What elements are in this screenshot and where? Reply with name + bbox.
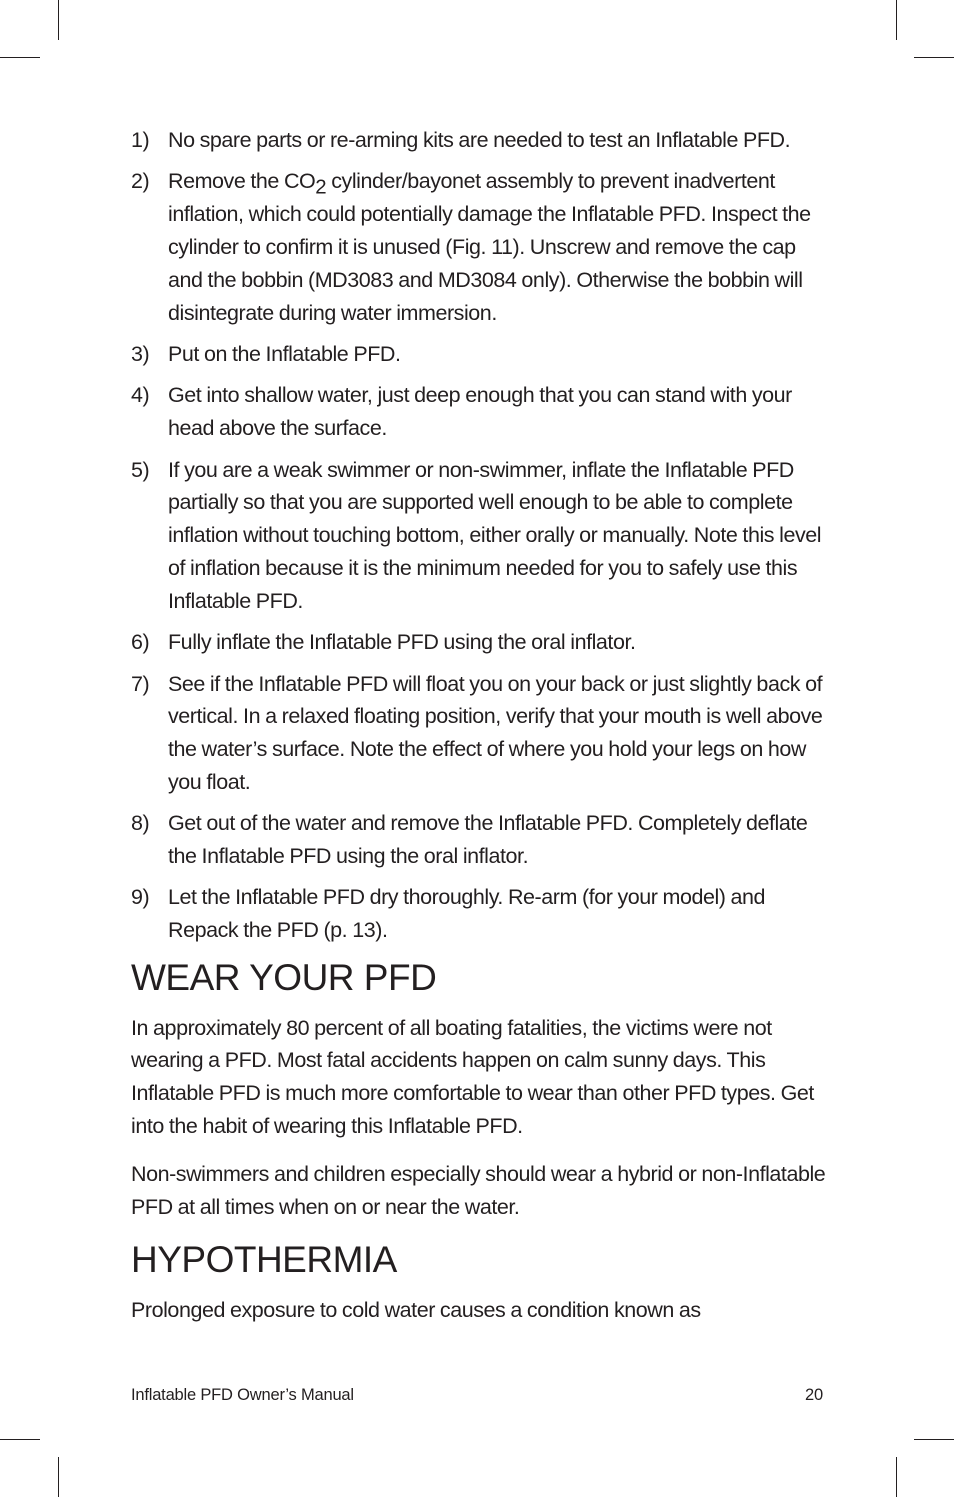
- list-item: 6) Fully inflate the Inflatable PFD using the oral inflator.: [131, 630, 636, 655]
- list-item: 2) Remove the $CO_2$ cylinder/bayonet assembly to prevent inadvertent inflation, which could potentially damage the Inflatable PFD. Inspect the cylinder to confirm it is unused (Fig. 11). Unscrew and remove the cap and the bobbin (MD3083 and MD3084 only). Otherwise the bobbin will disintegrate during water immersion.: [131, 169, 811, 325]
- crop-mark-bottom-left-vertical: [58, 1457, 59, 1497]
- crop-mark-bottom-right-horizontal: [914, 1439, 954, 1440]
- footer-manual-title: Inflatable PFD Owner’s Manual: [131, 1386, 354, 1404]
- list-item: 5) If you are a weak swimmer or non-swimmer, inflate the Inflatable PFD partially so that you are supported well enough to be able to complete inflation without touching bottom, either orally or manually. Note this level of inflation because it is the minimum needed for you to safely use this Inflatable PFD.: [131, 457, 822, 613]
- wear-paragraph-2: Non-swimmers and children especially should wear a hybrid or non-Inflatable PFD at all times when on or near the water.: [131, 1161, 826, 1219]
- page-content: [131, 124, 831, 1342]
- section-heading-hypothermia: HYPOTHERMIA: [131, 1239, 397, 1281]
- wear-paragraph-1: In approximately 80 percent of all boating fatalities, the victims were not wearing a PFD. Most fatal accidents happen on calm sunny days. This Inflatable PFD is much more comfortable to wear than other PFD types. Get into the habit of wearing this Inflatable PFD.: [131, 1015, 814, 1139]
- list-item: 3) Put on the Inflatable PFD.: [131, 341, 401, 366]
- crop-mark-top-left-vertical: [58, 0, 59, 40]
- hypothermia-paragraph-1: Prolonged exposure to cold water causes a condition known as: [131, 1298, 701, 1323]
- crop-mark-bottom-left-horizontal: [0, 1439, 40, 1440]
- crop-mark-top-right-horizontal: [914, 57, 954, 58]
- section-heading-wear-your-pfd: WEAR YOUR PFD: [131, 956, 437, 998]
- test-steps-list: [131, 124, 831, 947]
- list-item: 9) Let the Inflatable PFD dry thoroughly. Re-arm (for your model) and Repack the PFD (p. 13).: [131, 885, 766, 943]
- crop-mark-bottom-right-vertical: [896, 1457, 897, 1497]
- co2-subscript: 2: [315, 177, 327, 200]
- crop-mark-top-left-horizontal: [0, 57, 40, 58]
- list-item: 7) See if the Inflatable PFD will float you on your back or just slightly back of vertical. In a relaxed floating position, verify that your mouth is well above the water’s surface. Note the effect of where you hold your legs on how you float.: [131, 671, 823, 794]
- list-item: 1) No spare parts or re-arming kits are needed to test an Inflatable PFD.: [131, 128, 791, 152]
- crop-mark-top-right-vertical: [896, 0, 897, 40]
- list-item: 4) Get into shallow water, just deep enough that you can stand with your head above the surface.: [131, 383, 792, 441]
- list-item: 8) Get out of the water and remove the Inflatable PFD. Completely deflate the Inflatable PFD using the oral inflator.: [131, 811, 808, 869]
- page-footer: [131, 1386, 823, 1405]
- page-number: 20: [805, 1386, 823, 1404]
